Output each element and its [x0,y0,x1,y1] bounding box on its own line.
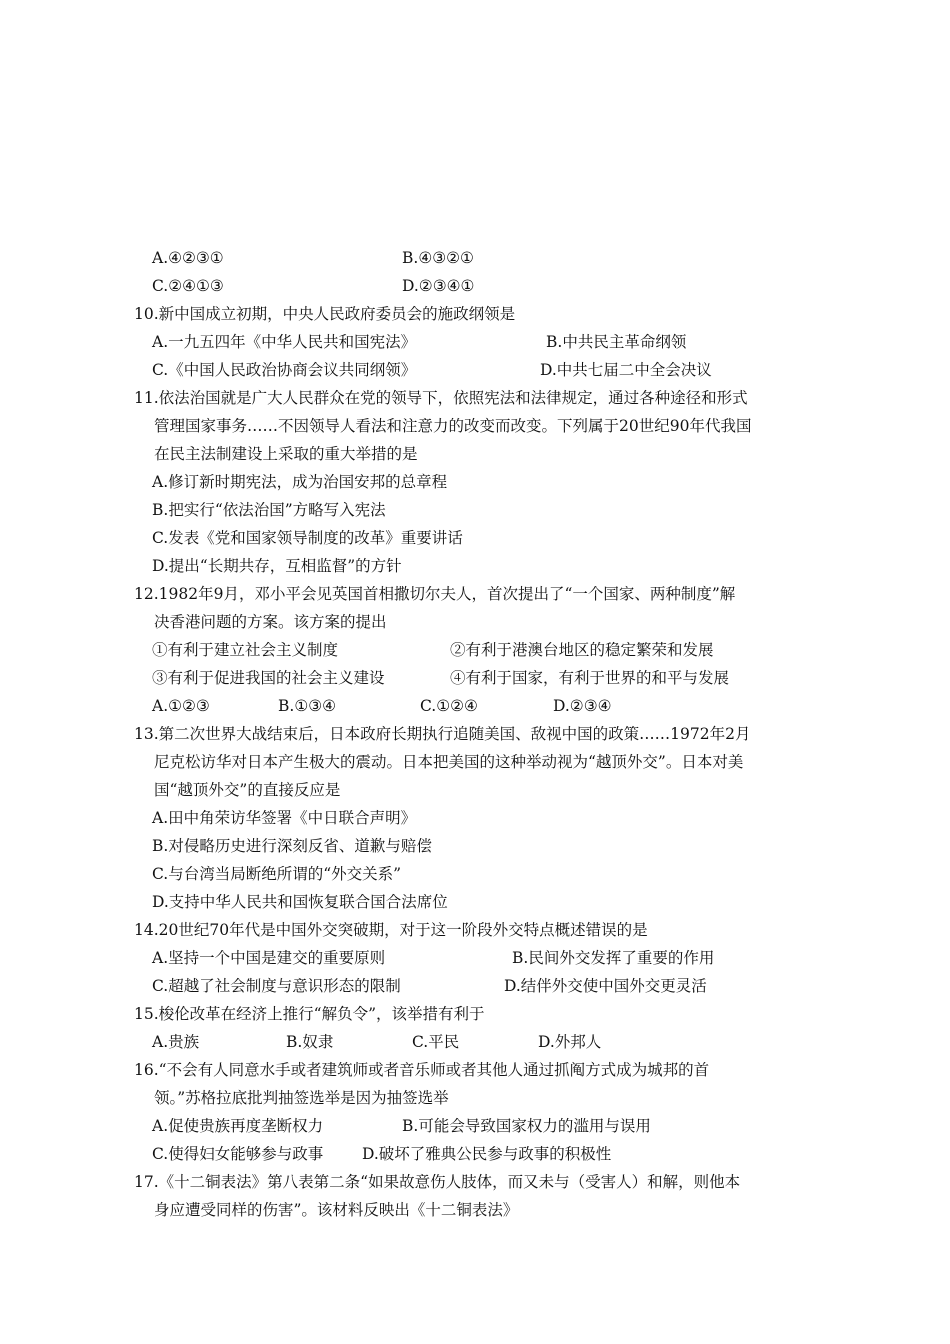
text-line: C.与台湾当局断绝所谓的“外交关系” [152,865,402,883]
text-line: ①有利于建立社会主义制度 [152,641,339,659]
text-line: 在民主法制建设上采取的重大举措的是 [154,445,418,463]
text-line: C.②④①③ [152,277,224,295]
text-line: B.民间外交发挥了重要的作用 [512,949,715,967]
text-line: A.修订新时期宪法，成为治国安邦的总章程 [152,473,448,491]
text-line: D.结伴外交使中国外交更灵活 [504,977,707,995]
text-line: D.中共七届二中全会决议 [540,361,712,379]
text-line: D.提出“长期共存，互相监督”的方针 [152,557,402,575]
text-line: 管理国家事务……不因领导人看法和注意力的改变而改变。下列属于20世纪90年代我国 [154,417,752,435]
text-line: D.②③④ [553,697,612,715]
text-line: C.发表《党和国家领导制度的改革》重要讲话 [152,529,463,547]
text-line: C.平民 [412,1033,460,1051]
text-line: 15.梭伦改革在经济上推行“解负令”，该举措有利于 [134,1005,485,1023]
text-line: D.破坏了雅典公民参与政事的积极性 [362,1145,612,1163]
text-line: A.①②③ [152,697,210,715]
text-line: A.坚持一个中国是建交的重要原则 [152,949,386,967]
text-line: 13.第二次世界大战结束后，日本政府长期执行追随美国、敌视中国的政策……1972年2月 [134,725,751,743]
text-line: A.促使贵族再度垄断权力 [152,1117,324,1135]
text-line: 11.依法治国就是广大人民群众在党的领导下，依照宪法和法律规定，通过各种途径和形式 [134,389,748,407]
text-line: B.可能会导致国家权力的滥用与误用 [402,1117,651,1135]
text-line: D.外邦人 [538,1033,602,1051]
text-line: C.超越了社会制度与意识形态的限制 [152,977,401,995]
text-line: A.④②③① [152,249,224,267]
text-line: C.《中国人民政治协商会议共同纲领》 [152,361,417,379]
text-line: 12.1982年9月，邓小平会见英国首相撒切尔夫人，首次提出了“一个国家、两种制度”解 [134,585,736,603]
text-line: B.④③②① [402,249,474,267]
text-line: 16.“不会有人同意水手或者建筑师或者音乐师或者其他人通过抓阄方式成为城邦的首 [134,1061,710,1079]
text-line: 17.《十二铜表法》第八表第二条“如果故意伤人肢体，而又未与（受害人）和解，则他本 [134,1173,741,1191]
text-line: B.对侵略历史进行深刻反省、道歉与赔偿 [152,837,432,855]
text-line: A.贵族 [152,1033,200,1051]
text-line: B.把实行“依法治国”方略写入宪法 [152,501,386,519]
text-line: ②有利于港澳台地区的稳定繁荣和发展 [450,641,714,659]
text-line: D.支持中华人民共和国恢复联合国合法席位 [152,893,448,911]
text-line: 领。”苏格拉底批判抽签选举是因为抽签选举 [154,1089,449,1107]
text-line: B.①③④ [278,697,337,715]
text-line: C.使得妇女能够参与政事 [152,1145,324,1163]
text-line: 尼克松访华对日本产生极大的震动。日本把美国的这种举动视为“越顶外交”。日本对美 [154,753,744,771]
text-line: 身应遭受同样的伤害”。该材料反映出《十二铜表法》 [154,1201,519,1219]
text-line: 14.20世纪70年代是中国外交突破期，对于这一阶段外交特点概述错误的是 [134,921,648,939]
text-line: D.②③④① [402,277,475,295]
text-line: B.中共民主革命纲领 [546,333,687,351]
text-line: 决香港问题的方案。该方案的提出 [154,613,387,631]
text-line: 国“越顶外交”的直接反应是 [154,781,341,799]
text-line: 10.新中国成立初期，中央人民政府委员会的施政纲领是 [134,305,516,323]
text-line: ③有利于促进我国的社会主义建设 [152,669,385,687]
text-line: ④有利于国家，有利于世界的和平与发展 [450,669,730,687]
text-line: C.①②④ [420,697,478,715]
text-line: B.奴隶 [286,1033,334,1051]
text-line: A.一九五四年《中华人民共和国宪法》 [152,333,417,351]
text-line: A.田中角荣访华签署《中日联合声明》 [152,809,417,827]
